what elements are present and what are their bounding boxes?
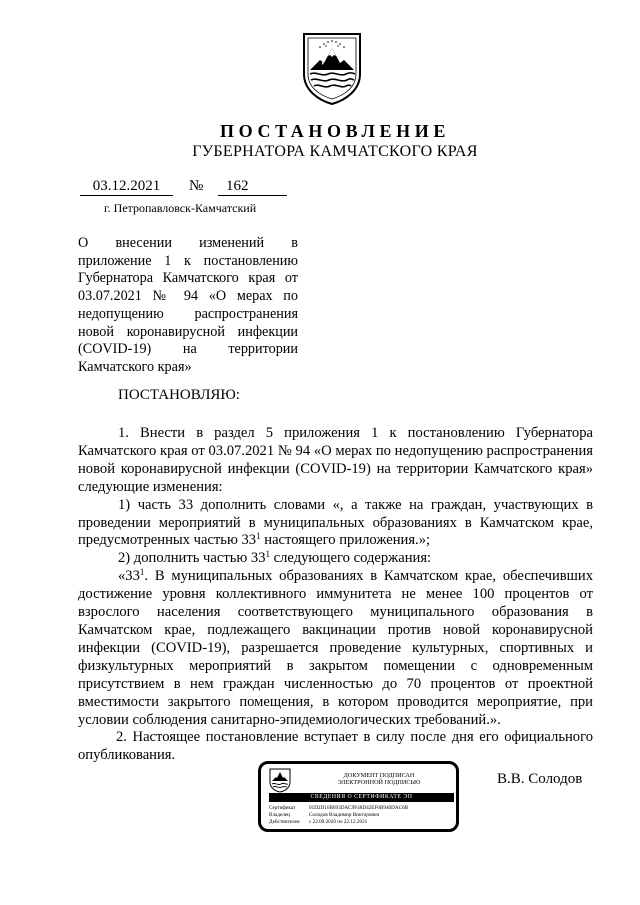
stamp-title: ДОКУМЕНТ ПОДПИСАН ЭЛЕКТРОННОЙ ПОДПИСЬЮ [337, 772, 421, 786]
electronic-signature-stamp [258, 761, 459, 832]
stamp-emblem-icon [269, 768, 291, 793]
paragraph-3: 2) дополнить частью $33^1$ следующего содержания: [118, 549, 432, 567]
stamp-certificate-band: СВЕДЕНИЯ О СЕРТИФИКАТЕ ЭП [269, 793, 454, 802]
document-title: ПОСТАНОВЛЕНИЕ [220, 121, 450, 141]
number-label: № [189, 178, 204, 194]
document-subtitle: ГУБЕРНАТОРА КАМЧАТСКОГО КРАЯ [192, 143, 478, 160]
subject-line: О внесении изменений в [78, 235, 298, 251]
signer-name: В.В. Солодов [497, 771, 583, 787]
stamp-details [269, 805, 408, 826]
paragraph-1: 1. Внести в раздел 5 приложения 1 к постановлению Губернатора Камчатского края от 03.07.2021 № 94 «О мерах по недопущению распространения новой коронавирусной инфекции (COVID-19) на территории Камчатского края» следующие изменения: [78, 425, 593, 495]
subject-line: (COVID-19) на территории [78, 341, 298, 358]
stamp-row: Действителен с 22.09.2020 по 22.12.2021 [269, 819, 368, 825]
paragraph-4: «$33^1$. В муниципальных образованиях в Камчатском крае, обеспечивших достижение уровня коллективного иммунитета не менее 100 процентов от взрослого населения соответствующего муниципального образования в Камчатском крае, подлежащего вакцинации против новой коронавирусной инфекции (COVID-19), разрешается проведение культурных, спортивных и физкультурных мероприятий в закрытом помещении с одновременным присутствием в нем граждан численностью до 70 процентов от проектной вместимости закрытого помещения, в котором проводится мероприятие, при условии соблюдения санитарно-эпидемиологических требований.». [78, 567, 593, 728]
city-name: г. Петропавловск-Камчатский [104, 201, 257, 215]
stamp-row: Сертификат 01D2D16B693DAC9F48D42EF6B940DAC6B [269, 805, 409, 811]
subject-line: Губернатора Камчатского края от [78, 270, 298, 287]
paragraph-2: 1) часть 33 дополнить словами «, а также на граждан, участвующих в проведении мероприятий в муниципальных образованиях в Камчатском крае, предусмотренных частью $33^1$ настоящего приложения.»; [78, 496, 593, 549]
subject-line: Камчатского края» [78, 358, 192, 375]
subject-line: приложение 1 к постановлению [78, 252, 298, 269]
stamp-row: Владелец Солодов Владимир Викторович [269, 812, 380, 818]
subject-line: новой коронавирусной инфекции [78, 323, 298, 340]
subject-line: 03.07.2021 № 94 «О мерах по [78, 288, 298, 305]
document-subject [78, 235, 298, 377]
paragraph-5: 2. Настоящее постановление вступает в силу после дня его официального опубликования. [78, 729, 593, 764]
document-body [78, 425, 593, 765]
subject-line: недопущению распространения [78, 305, 298, 322]
document-number: 162 [218, 177, 287, 196]
kamchatka-emblem-icon [300, 30, 364, 106]
document-date: 03.12.2021 [80, 177, 173, 196]
decree-word: ПОСТАНОВЛЯЮ: [118, 387, 240, 403]
